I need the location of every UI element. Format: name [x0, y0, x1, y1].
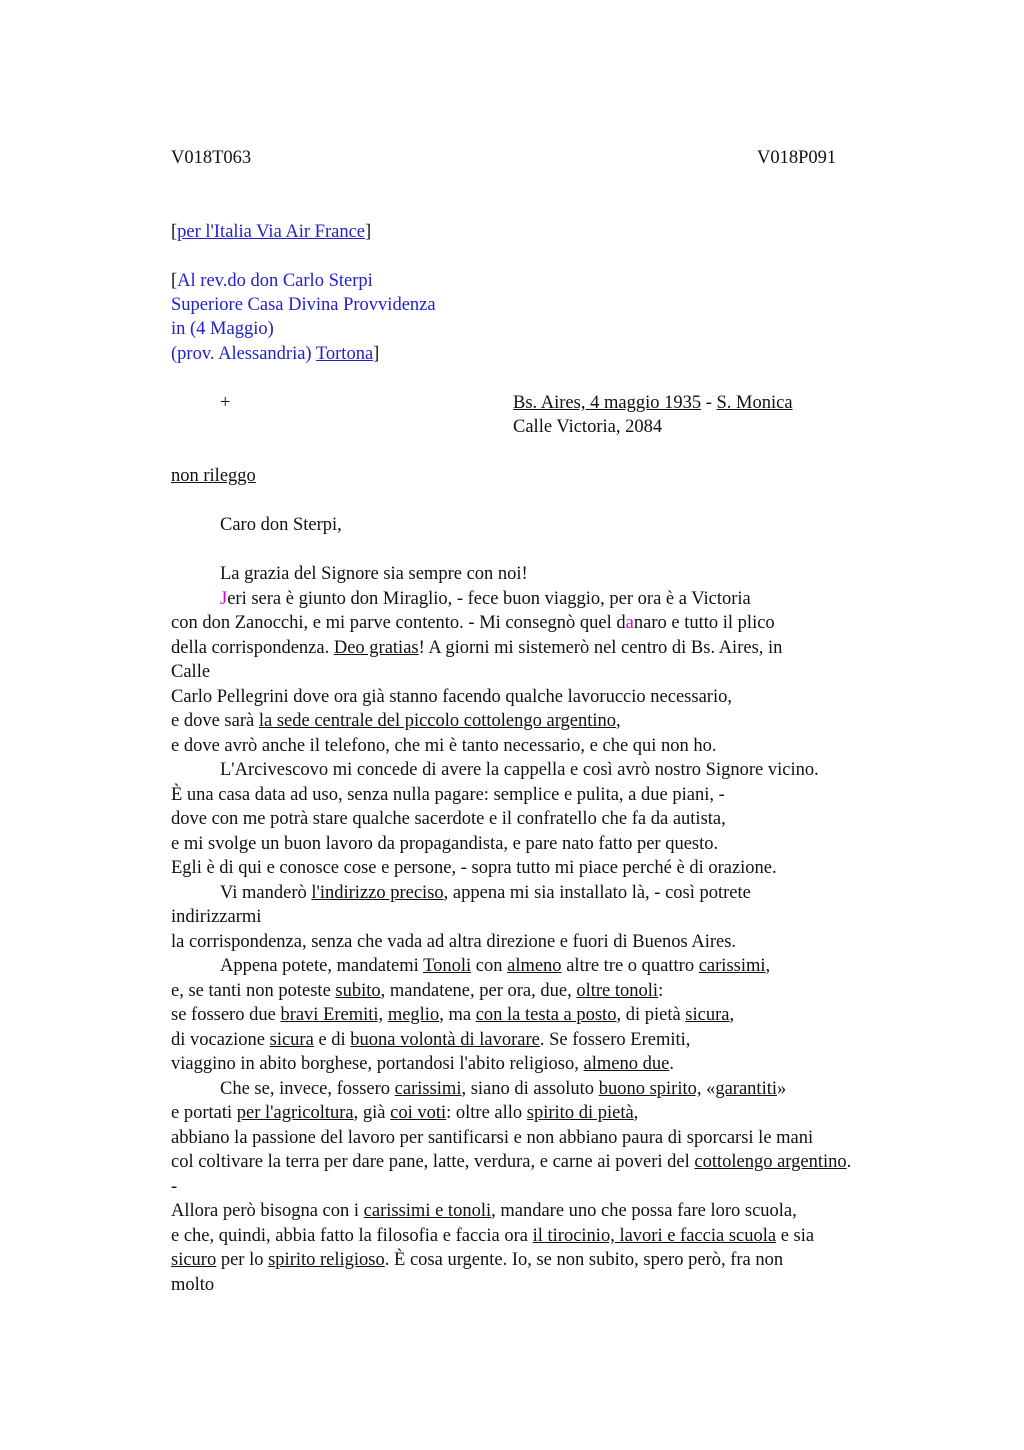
body-line: Carlo Pellegrini dove ora già stanno facendo qualche lavoruccio necessario,: [171, 687, 732, 707]
document-code-right: V018P091: [757, 148, 837, 168]
body-line: la corrispondenza, senza che vada ad altra direzione e fuori di Buenos Aires.: [171, 932, 737, 952]
address-line-1: [Al rev.do don Carlo Sterpi: [171, 271, 373, 291]
body-line: e che, quindi, abbia fatto la filosofia e faccia ora il tirocinio, lavori e faccia scuola e sia: [171, 1226, 815, 1246]
city-link[interactable]: Tortona: [315, 344, 374, 364]
body-line: viaggino in abito borghese, portandosi l'abito religioso, almeno due.: [171, 1054, 674, 1074]
body-line: e, se tanti non poteste subito, mandatene, per ora, due, oltre tonoli:: [171, 981, 664, 1001]
dateline: Bs. Aires, 4 maggio 1935 - S. Monica: [513, 393, 793, 413]
body-line: Che se, invece, fossero carissimi, siano di assoluto buono spirito, «garantiti»: [220, 1079, 787, 1099]
body-line: Calle: [171, 662, 211, 682]
body-line: Vi manderò l'indirizzo preciso, appena mi sia installato là, - così potrete: [220, 883, 751, 903]
body-line: È una casa data ad uso, senza nulla pagare: semplice e pulita, a due piani, -: [171, 785, 725, 805]
body-line: di vocazione sicura e di buona volontà di lavorare. Se fossero Eremiti,: [171, 1030, 691, 1050]
body-line: e dove sarà la sede centrale del piccolo cottolengo argentino,: [171, 711, 621, 731]
locality: S. Monica: [716, 393, 793, 413]
body-line: abbiano la passione del lavoro per santificarsi e non abbiano paura di sporcarsi le mani: [171, 1128, 814, 1148]
body-line: Allora però bisogna con i carissimi e tonoli, mandare uno che possa fare loro scuola,: [171, 1201, 797, 1221]
body-line: sicuro per lo spirito religioso. È cosa urgente. Io, se non subito, spero però, fra non: [171, 1250, 784, 1270]
body-line: Egli è di qui e conosce cose e persone, - sopra tutto mi piace perché è di orazione.: [171, 858, 777, 878]
body-line: col coltivare la terra per dare pane, latte, verdura, e carne ai poveri del cottolengo argentino.: [171, 1152, 852, 1172]
body-line: La grazia del Signore sia sempre con noi!: [220, 564, 528, 584]
address-line-3: in (4 Maggio): [171, 319, 274, 339]
body-line: e mi svolge un buon lavoro da propagandista, e pare nato fatto per questo.: [171, 834, 719, 854]
envelope-route: [per l'Italia Via Air France]: [171, 222, 372, 242]
body-line: L'Arcivescovo mi concede di avere la cappella e così avrò nostro Signore vicino.: [220, 760, 819, 780]
body-line: Appena potete, mandatemi Tonoli con almeno altre tre o quattro carissimi,: [220, 956, 771, 976]
note-non-rileggo: non rileggo: [171, 466, 256, 486]
body-line: con don Zanocchi, e mi parve contento. - Mi consegnò quel danaro e tutto il plico: [171, 613, 775, 633]
body-line: e portati per l'agricoltura, già coi voti: oltre allo spirito di pietà,: [171, 1103, 639, 1123]
body-line: -: [171, 1177, 178, 1197]
body-line: molto: [171, 1275, 215, 1295]
street-address: Calle Victoria, 2084: [513, 417, 663, 437]
body-line: Jeri sera è giunto don Miraglio, - fece buon viaggio, per ora è a Victoria: [220, 589, 751, 609]
address-line-4: (prov. Alessandria) Tortona]: [171, 344, 380, 364]
body-line: e dove avrò anche il telefono, che mi è tanto necessario, e che qui non ho.: [171, 736, 717, 756]
document-code-left: V018T063: [171, 148, 252, 168]
place-date: Bs. Aires, 4 maggio 1935: [513, 393, 702, 413]
address-line-2: Superiore Casa Divina Provvidenza: [171, 295, 436, 315]
route-link[interactable]: per l'Italia Via Air France: [177, 222, 366, 242]
body-line: dove con me potrà stare qualche sacerdote e il confratello che fa da autista,: [171, 809, 726, 829]
body-line: della corrispondenza. Deo gratias! A giorni mi sistemerò nel centro di Bs. Aires, in: [171, 638, 783, 658]
body-line: se fossero due bravi Eremiti, meglio, ma con la testa a posto, di pietà sicura,: [171, 1005, 735, 1025]
body-line: indirizzarmi: [171, 907, 262, 927]
cross-mark: +: [220, 393, 231, 413]
salutation: Caro don Sterpi,: [220, 515, 342, 535]
